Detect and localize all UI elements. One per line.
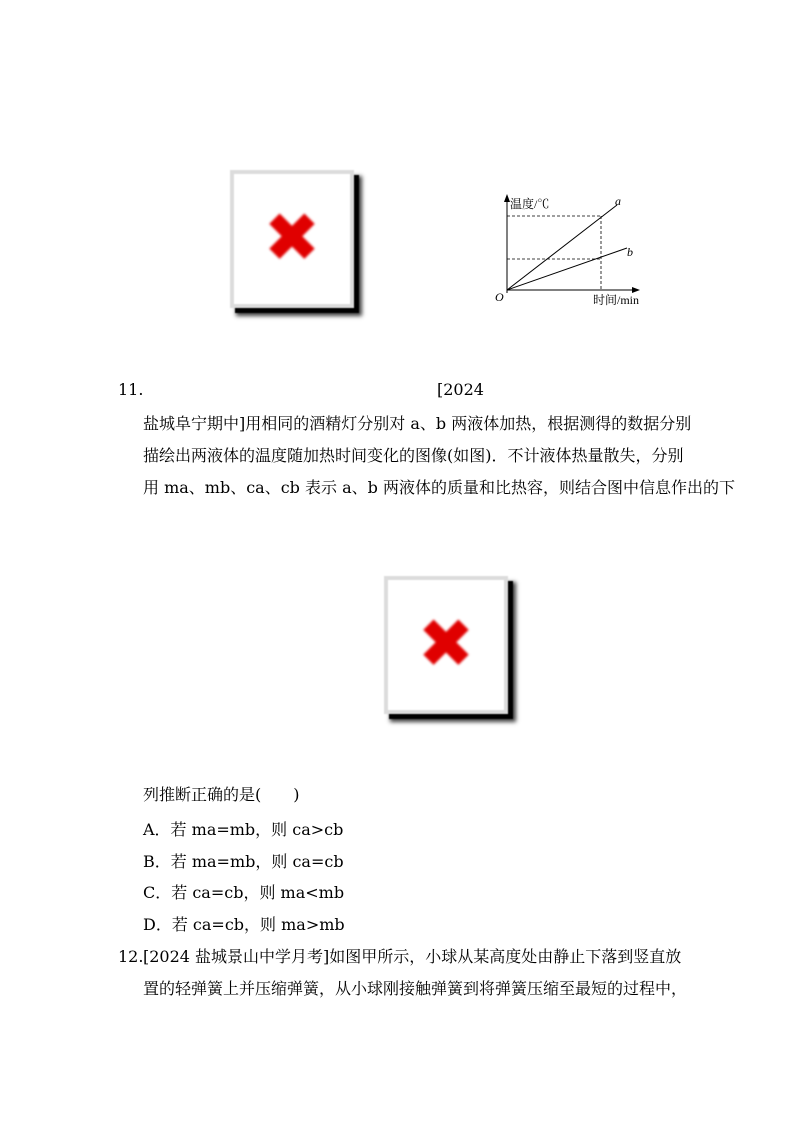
x-axis-label: 时间/min — [593, 293, 640, 307]
broken-image-placeholder-2 — [384, 576, 508, 714]
q12-line-2: 置的轻弹簧上并压缩弹簧，从小球刚接触弹簧到将弹簧压缩至最短的过程中， — [143, 979, 688, 998]
y-axis-label: 温度/℃ — [510, 197, 550, 211]
line-b-label: b — [627, 245, 633, 259]
q11-option-c[interactable]: C．若 ca=cb，则 ma<mb — [143, 883, 345, 902]
q12-line-1: [2024 盐城景山中学月考]如图甲所示，小球从某高度处由静止下落到竖直放 — [143, 947, 682, 966]
broken-image-icon: ✖ — [263, 199, 321, 278]
broken-image-icon: ✖ — [417, 605, 475, 684]
q11-line-4: 列推断正确的是( ) — [143, 785, 300, 804]
q11-source-start: [2024 — [437, 380, 484, 399]
q11-number: 11. — [118, 380, 144, 399]
q11-option-a[interactable]: A．若 ma=mb，则 ca>cb — [143, 820, 344, 839]
q11-line-2: 描绘出两液体的温度随加热时间变化的图像(如图)．不计液体热量散失，分别 — [143, 446, 684, 465]
temperature-time-graph — [490, 190, 660, 315]
q11-line-3: 用 ma、mb、ca、cb 表示 a、b 两液体的质量和比热容，则结合图中信息作出的下 — [143, 478, 735, 497]
q11-option-b[interactable]: B．若 ma=mb，则 ca=cb — [143, 852, 344, 871]
q12-number: 12. — [118, 947, 144, 966]
broken-image-placeholder-1 — [230, 170, 354, 308]
line-a-label: a — [615, 194, 621, 208]
q11-option-d[interactable]: D．若 ca=cb，则 ma>mb — [143, 915, 345, 934]
q11-line-1: 盐城阜宁期中]用相同的酒精灯分别对 a、b 两液体加热，根据测得的数据分别 — [143, 414, 692, 433]
line-b — [507, 248, 627, 290]
origin-label: O — [495, 290, 504, 304]
line-a — [507, 205, 617, 290]
